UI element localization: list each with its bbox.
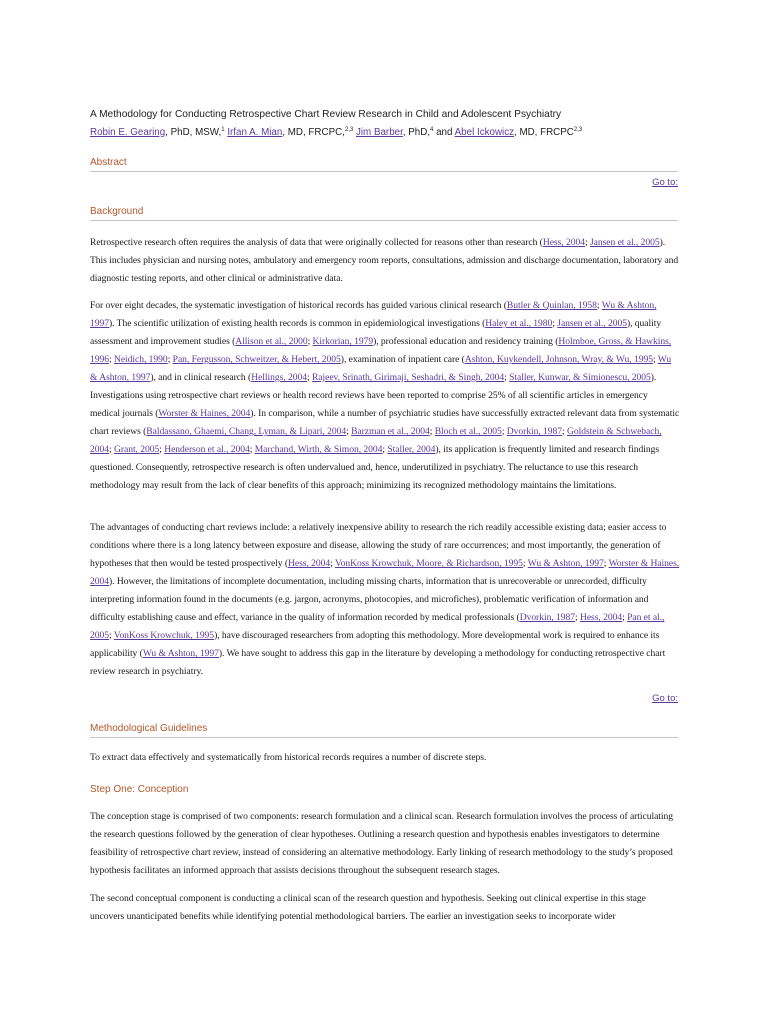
paragraph-text: ; bbox=[109, 630, 114, 641]
citation-link[interactable]: Pan, Fergusson, Schweitzer, & Hebert, 2005 bbox=[172, 354, 341, 365]
author-list bbox=[90, 127, 690, 138]
citation-link[interactable]: VonKoss Krowchuk, 1995 bbox=[113, 630, 215, 641]
paragraph-text: ; bbox=[562, 426, 567, 437]
affiliation-sup: 2,3 bbox=[344, 127, 354, 133]
paragraph-text: ; bbox=[346, 426, 352, 437]
citation-link[interactable]: Worster & Haines, 2004 bbox=[90, 558, 680, 587]
citation-link[interactable]: Henderson et al., 2004 bbox=[164, 444, 250, 455]
paragraph-text: ). In comparison, while a number of psychiatric studies have successfully extracted relevant data from systematic chart reviews ( bbox=[90, 408, 680, 437]
citation-link[interactable]: Allison et al., 2000 bbox=[235, 336, 308, 347]
paragraph-text: The advantages of conducting chart reviews include: a relatively inexpensive ability to research the rich readily accessible existing data; easier access to conditions where there is a long latency between exposure and disease, allowing the study of rare occurrences; and most importantly, the generation of hypotheses that then would be tested prospectively ( bbox=[90, 522, 667, 569]
citation-link[interactable]: Hess, 2004 bbox=[288, 558, 331, 569]
citation-link[interactable]: Holmboe, Gross, & Hawkins, 1996 bbox=[90, 336, 672, 365]
paragraph-historical-records bbox=[90, 297, 680, 495]
citation-link[interactable]: Baldassano, Ghaemi, Chang, Lyman, & Lipari, 2004 bbox=[146, 426, 347, 437]
citation-link[interactable]: Staller, 2004 bbox=[387, 444, 436, 455]
paragraph-text: ). However, the limitations of incomplete documentation, including missing charts, information that is unrecoverable or unrecorded, difficulty interpreting information found in the documents (e.g. jargon, acronyms, photocopies, and microfiches), problematic verification of information and difficulty establishing cause and effect, variance in the quality of information recorded by medical professionals ( bbox=[90, 576, 649, 623]
citation-link[interactable]: Hess, 2004 bbox=[579, 612, 623, 623]
subsection-heading-step-one: Step One: Conception bbox=[90, 784, 189, 795]
paragraph-text: ; bbox=[429, 426, 435, 437]
goto-link[interactable]: Go to: bbox=[652, 177, 678, 188]
paragraph-text: ). The scientific utilization of existing health records is common in epidemiological investigations ( bbox=[109, 318, 486, 329]
paragraph-text: ; bbox=[109, 444, 114, 455]
paragraph-text: ), and in clinical research ( bbox=[150, 372, 252, 383]
paragraph-text: To extract data effectively and systematically from historical records requires a number of discrete steps. bbox=[90, 752, 487, 763]
paragraph-text: The second conceptual component is conducting a clinical scan of the research question and hypothesis. Seeking out clinical expertise in this stage uncovers unanticipated benefits while identifying potential methodological barriers. The earlier an investigation seeks to incorporate wider bbox=[90, 893, 646, 922]
paragraph-clinical-scan bbox=[90, 890, 680, 926]
citation-link[interactable]: Wu & Ashton, 1997 bbox=[527, 558, 604, 569]
paragraph-text: Retrospective research often requires the analysis of data that were originally collected for reasons other than research ( bbox=[90, 237, 543, 248]
author-link-gearing[interactable]: Robin E. Gearing bbox=[90, 127, 166, 138]
paragraph-text: ; bbox=[522, 558, 528, 569]
paragraph-text: ; bbox=[575, 612, 580, 623]
author-link-mian[interactable]: Irfan A. Mian bbox=[227, 127, 283, 138]
author-credentials: , MD, FRCPC bbox=[514, 127, 574, 138]
author-credentials: , MD, FRCPC, bbox=[282, 127, 345, 138]
author-conjunction: and bbox=[433, 127, 455, 138]
paragraph-text: ), its application is frequently limited and research findings questioned. Consequently, retrospective research is often undervalued and, hence, underutilized in psychiatry. The reluctance to use this research methodology may result from the lack of clear benefits of this approach; minimizing its recognized methodology maintains the limitations. bbox=[90, 444, 659, 491]
paragraph-text: ; bbox=[504, 372, 510, 383]
section-heading-methodological-guidelines: Methodological Guidelines bbox=[90, 723, 678, 738]
citation-link[interactable]: Jansen et al., 2005 bbox=[589, 237, 660, 248]
paragraph-conception-stage bbox=[90, 808, 680, 880]
paragraph-text: ), have discouraged researchers from adopting this methodology. More developmental work is required to enhance its applicability ( bbox=[90, 630, 660, 659]
paragraph-text: ). We have sought to address this gap in the literature by developing a methodology for conducting retrospective chart review research in psychiatry. bbox=[90, 648, 666, 677]
affiliation-sup: 2,3 bbox=[573, 127, 583, 133]
author-credentials: , PhD, MSW, bbox=[165, 127, 222, 138]
author-credentials: , PhD, bbox=[402, 127, 431, 138]
paragraph-text: ; bbox=[382, 444, 388, 455]
citation-link[interactable]: Butler & Quinlan, 1958 bbox=[506, 300, 597, 311]
goto-link[interactable]: Go to: bbox=[652, 693, 678, 704]
paragraph-text: ; bbox=[109, 354, 114, 365]
citation-link[interactable]: Rajeev, Srinath, Girimaji, Seshadri, & Singh, 2004 bbox=[311, 372, 505, 383]
citation-link[interactable]: VonKoss Krowchuk, Moore, & Richardson, 1995 bbox=[334, 558, 523, 569]
citation-link[interactable]: Ashton, Kuykendell, Johnson, Wray, & Wu, 1995 bbox=[464, 354, 653, 365]
citation-link[interactable]: Pan et al., 2005 bbox=[90, 612, 665, 641]
paragraph-text: The conception stage is comprised of two components: research formulation and a clinical scan. Research formulation involves the process of articulating the research questions followed by the generation of clear hypotheses. Outlining a research question and hypothesis enables investigators to determine feasibility of retrospective chart review, instead of considering an alternative methodology. Early linking of research methodology to the study’s proposed hypothesis facilitates an informed approach that assists decisions throughout the subsequent research stages. bbox=[90, 811, 674, 876]
paragraph-advantages bbox=[90, 519, 680, 681]
citation-link[interactable]: Wu & Ashton, 1997 bbox=[90, 300, 657, 329]
citation-link[interactable]: Dvorkin, 1987 bbox=[519, 612, 575, 623]
paragraph-text: ; bbox=[167, 354, 173, 365]
section-heading-background: Background bbox=[90, 206, 678, 221]
author-link-ickowicz[interactable]: Abel Ickowicz bbox=[454, 127, 514, 138]
citation-link[interactable]: Bloch et al., 2005 bbox=[434, 426, 502, 437]
paragraph-text: ; bbox=[622, 612, 628, 623]
citation-link[interactable]: Barzman et al., 2004 bbox=[351, 426, 430, 437]
citation-link[interactable]: Grant, 2005 bbox=[113, 444, 160, 455]
paragraph-text: ; bbox=[596, 300, 602, 311]
paragraph-text: ; bbox=[249, 444, 255, 455]
paragraph-extract-data bbox=[90, 749, 680, 767]
paragraph-text: ; bbox=[552, 318, 558, 329]
paragraph-text: ; bbox=[307, 336, 313, 347]
paragraph-text: ; bbox=[652, 354, 658, 365]
citation-link[interactable]: Dvorkin, 1987 bbox=[506, 426, 563, 437]
paragraph-text: ; bbox=[584, 237, 590, 248]
paragraph-text: ), examination of inpatient care ( bbox=[340, 354, 465, 365]
citation-link[interactable]: Wu & Ashton, 1997 bbox=[142, 648, 219, 659]
citation-link[interactable]: Wu & Ashton, 1997 bbox=[90, 354, 672, 383]
section-heading-abstract: Abstract bbox=[90, 157, 678, 172]
paragraph-retrospective-intro bbox=[90, 234, 680, 288]
citation-link[interactable]: Kirkorian, 1979 bbox=[312, 336, 374, 347]
citation-link[interactable]: Marchand, Wirth, & Simon, 2004 bbox=[254, 444, 383, 455]
article-title: A Methodology for Conducting Retrospective Chart Review Research in Child and Adolescent Psychiatry bbox=[90, 109, 562, 120]
affiliation-sup: 4 bbox=[430, 127, 434, 133]
paragraph-text: ), professional education and residency training ( bbox=[373, 336, 559, 347]
citation-link[interactable]: Goldstein & Schwebach, 2004 bbox=[90, 426, 662, 455]
citation-link[interactable]: Worster & Haines, 2004 bbox=[158, 408, 251, 419]
paragraph-text: ), quality assessment and improvement studies ( bbox=[90, 318, 662, 347]
citation-link[interactable]: Haley et al., 1980 bbox=[485, 318, 553, 329]
paragraph-text: ; bbox=[501, 426, 507, 437]
citation-link[interactable]: Hess, 2004 bbox=[542, 237, 585, 248]
author-link-barber[interactable]: Jim Barber bbox=[355, 127, 403, 138]
paragraph-text: For over eight decades, the systematic investigation of historical records has guided various clinical research ( bbox=[90, 300, 507, 311]
paragraph-text: ). This includes physician and nursing notes, ambulatory and emergency room reports, consultations, admission and discharge documentation, laboratory and diagnostic testing reports, and other clinical or administrative data. bbox=[90, 237, 679, 284]
affiliation-sup: 1 bbox=[221, 127, 225, 133]
paragraph-text: ; bbox=[306, 372, 312, 383]
citation-link[interactable]: Neidich, 1990 bbox=[113, 354, 168, 365]
paragraph-text: ). Investigations using retrospective chart reviews or health record reviews have been reported to comprise 25% of all scientific articles in emergency medical journals ( bbox=[90, 372, 657, 419]
paragraph-text: ; bbox=[603, 558, 609, 569]
paragraph-text: ; bbox=[330, 558, 335, 569]
citation-link[interactable]: Jansen et al., 2005 bbox=[557, 318, 627, 329]
paragraph-text: ; bbox=[159, 444, 165, 455]
citation-link[interactable]: Hellings, 2004 bbox=[251, 372, 307, 383]
citation-link[interactable]: Staller, Kunwar, & Simionescu, 2005 bbox=[509, 372, 651, 383]
